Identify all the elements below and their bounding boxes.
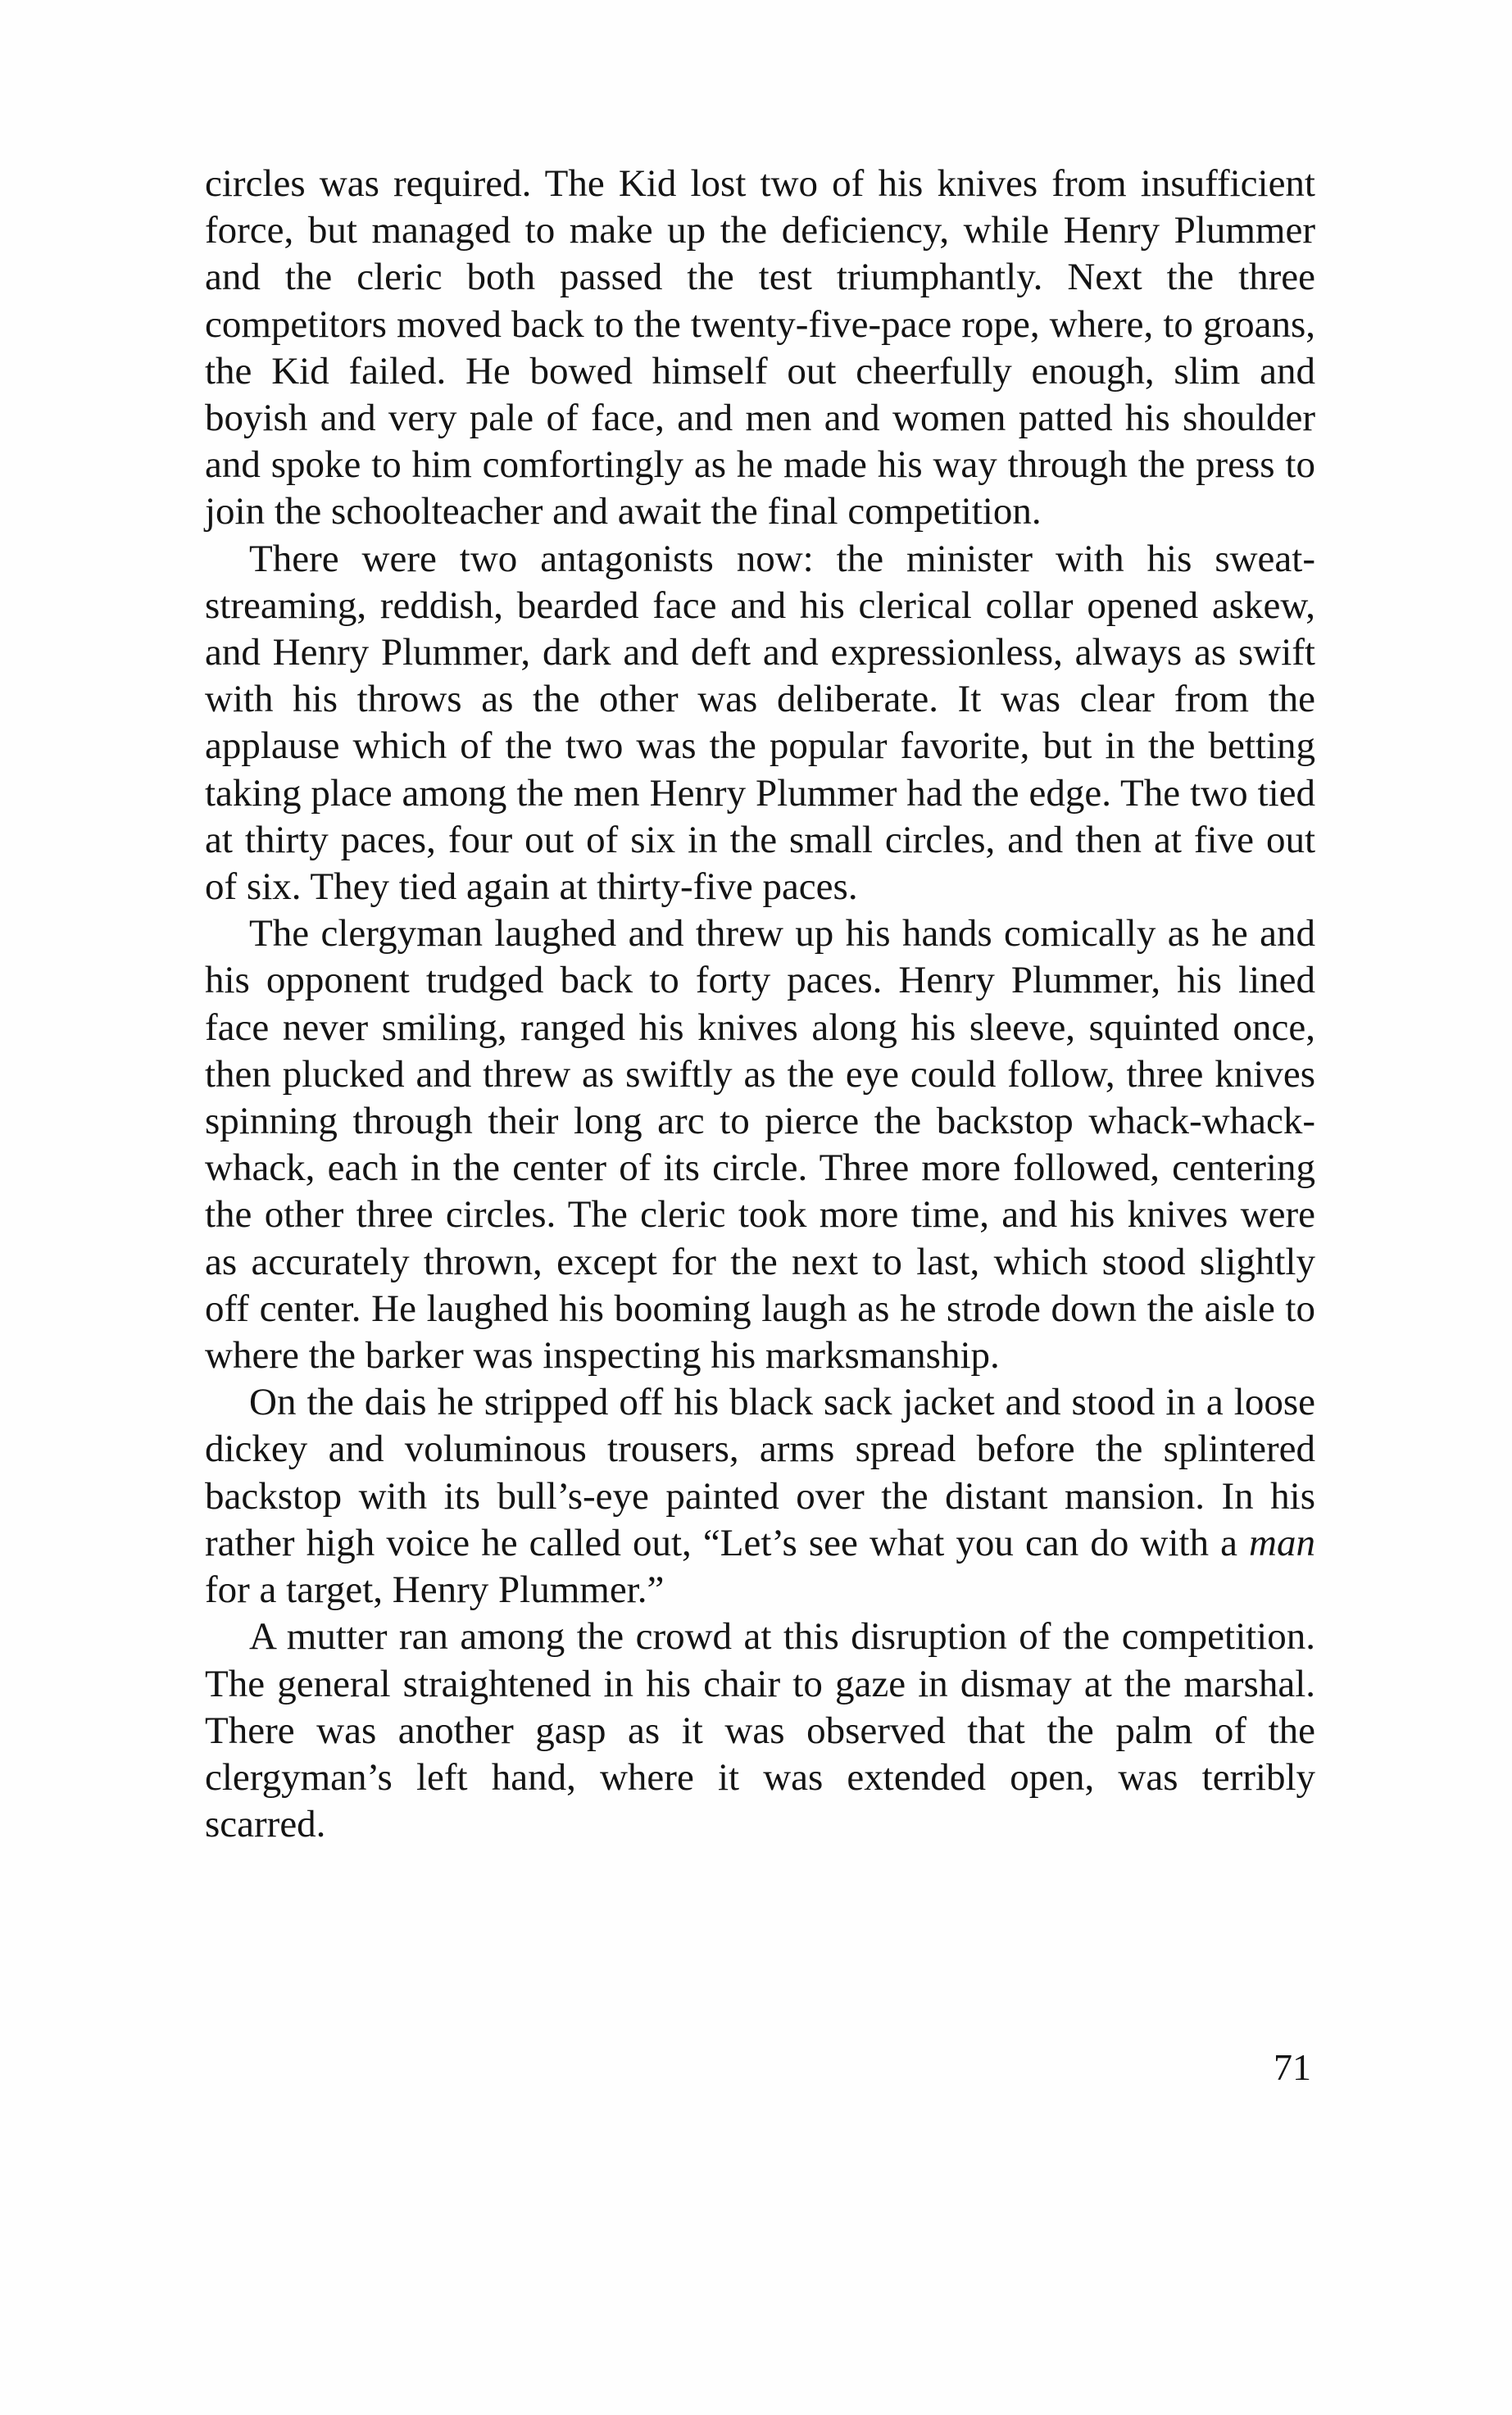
page-number: 71 <box>1274 2046 1311 2088</box>
paragraph-4-text-end: for a target, Henry Plummer.” <box>205 1568 665 1612</box>
paragraph-4 <box>205 1379 1315 1614</box>
paragraph-3: The clergyman laughed and threw up his hands comically as he and his opponent trudged back to forty paces. Henry Plummer, his lined face never smiling, ranged his knives along his sleeve, squinted once, then plucked and threw as swiftly as the eye could follow, three knives spinning through their long arc to pierce the backstop whack-whack-whack, each in the center of its circle. Three more followed, centering the other three circles. The cleric took more time, and his knives were as accurately thrown, except for the next to last, which stood slightly off center. He laughed his booming laugh as he strode down the aisle to where the barker was inspecting his marksmanship. <box>205 912 1315 1378</box>
paragraph-4-text-start: On the dais he stripped off his black sack jacket and stood in a loose dickey and voluminous trousers, arms spread before the splintered backstop with its bull’s-eye painted over the distant mansion. In his rather high voice he called out, “Let’s see what you can do with a <box>205 1381 1315 1564</box>
body-text <box>205 161 1315 1848</box>
paragraph-5: A mutter ran among the crowd at this disruption of the competition. The general straightened in his chair to gaze in dismay at the marshal. There was another gasp as it was observed that the palm of the clergyman’s left hand, where it was extended open, was terribly scarred. <box>205 1615 1315 1846</box>
paragraph-2: There were two antagonists now: the minister with his sweat-streaming, reddish, bearded face and his clerical collar opened askew, and Henry Plummer, dark and deft and expressionless, always as swift with his throws as the other was deliberate. It was clear from the applause which of the two was the popular favorite, but in the betting taking place among the men Henry Plummer had the edge. The two tied at thirty paces, four out of six in the small circles, and then at five out of six. They tied again at thirty-five paces. <box>205 537 1315 909</box>
paragraph-1: circles was required. The Kid lost two of his knives from insufficient force, but managed to make up the deficiency, while Henry Plummer and the cleric both passed the test triumphantly. Next the three competitors moved back to the twenty-five-pace rope, where, to groans, the Kid failed. He bowed himself out cheerfully enough, slim and boyish and very pale of face, and men and women patted his shoulder and spoke to him comfortingly as he made his way through the press to join the schoolteacher and await the final competition. <box>205 162 1315 533</box>
paragraph-4-italic-word: man <box>1249 1521 1315 1564</box>
